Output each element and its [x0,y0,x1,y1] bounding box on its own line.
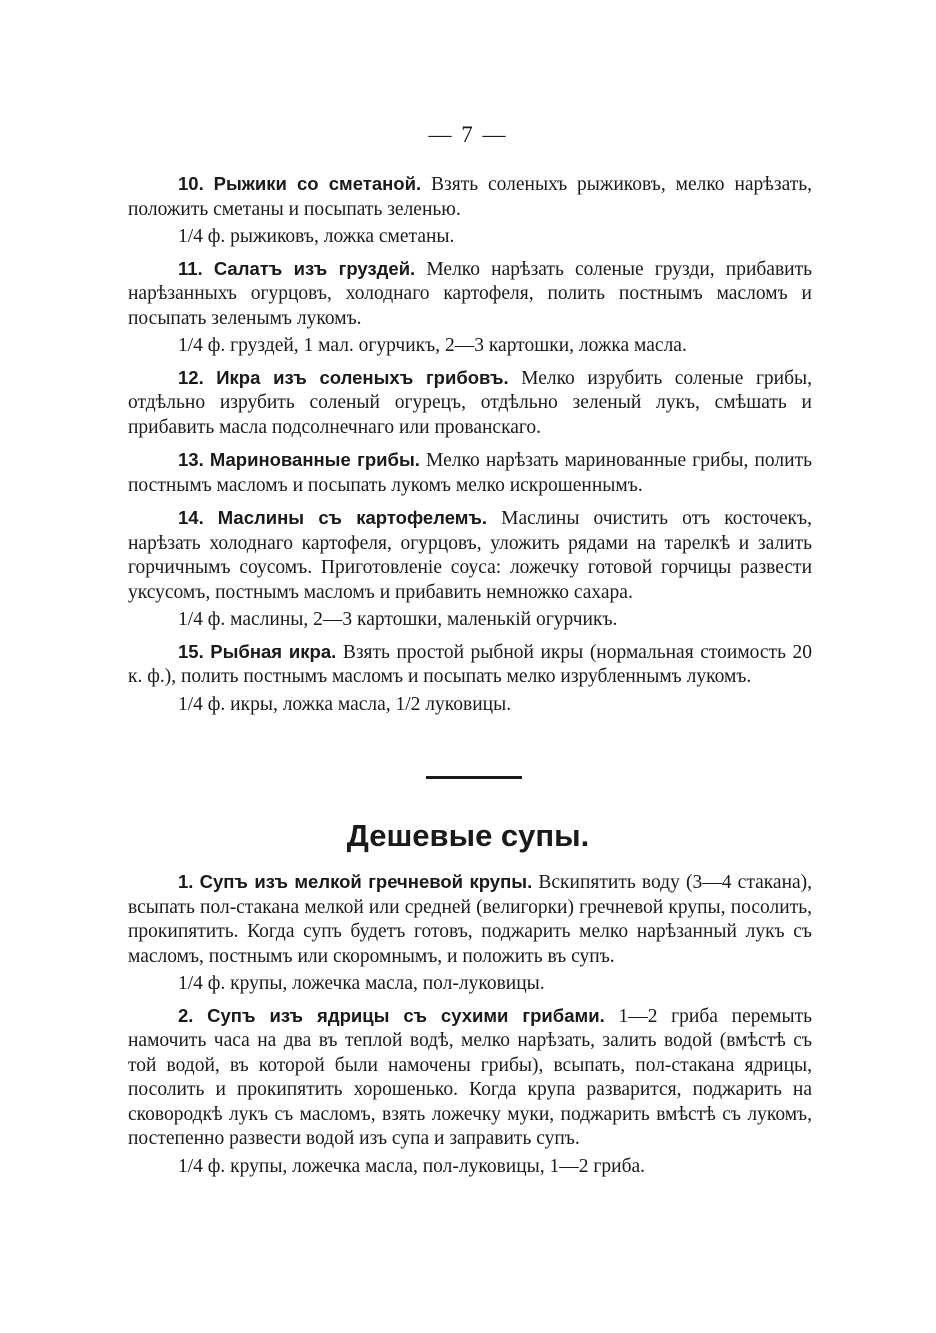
recipe-text: Мелко нарѣзать маринованные грибы, полить постнымъ масломъ и посыпать лукомъ мелко искрошеннымъ. [128,450,812,496]
recipe-ingredients: 1/4 ф. крупы, ложечка масла, пол-луковицы, 1—2 гриба. [178,1155,646,1177]
recipe-number: 1. [178,871,194,892]
page-number: — 7 — [428,122,508,147]
recipe-15 [128,640,812,690]
recipe-text: Маслины очистить отъ косточекъ, нарѣзать холоднаго картофеля, огурцовъ, уложить рядами на тарелкѣ и залить горчичнымъ соусомъ. Приготовленіе соуса: ложечку готовой горчицы развести уксусомъ, постнымъ масломъ и прибавить немножко сахара. [128,508,812,603]
recipe-number: 11. [178,257,203,279]
recipe-text: Взять соленыхъ рыжиковъ, мелко нарѣзать, положить сметаны и посыпать зеленью. [128,174,813,220]
recipe-number: 10. [178,173,204,194]
recipe-title: Супъ изъ ядрицы съ сухими грибами. [207,1004,605,1026]
recipe-number: 12. [178,366,204,388]
recipe-10 [128,172,812,222]
recipe-number: 2. [178,1004,194,1026]
recipe-ingredients: 1/4 ф. крупы, ложечка масла, пол-луковицы. [178,973,545,994]
recipe-11 [128,257,812,332]
recipes-section [128,172,812,724]
section-divider [426,776,522,779]
recipe-14 [128,506,812,605]
recipe-title: Рыжики со сметаной. [213,173,422,194]
recipe-number: 14. [178,507,204,528]
recipe-ingredients: 1/4 ф. рыжиковъ, ложка сметаны. [178,226,455,247]
recipe-title: Маринованные грибы. [209,449,420,470]
recipe-number: 15. [178,640,204,662]
recipe-13 [128,448,812,498]
soups-section [128,870,812,1186]
recipe-12 [128,366,812,441]
recipe-title: Салатъ изъ груздей. [213,257,416,279]
recipe-text: Мелко изрубить соленые грибы, отдѣльно изрубить соленый огурецъ, отдѣльно зеленый лукъ, смѣшать и прибавить масла подсолнечнаго или прованскаго. [128,367,813,438]
recipe-ingredients: 1/4 ф. груздей, 1 мал. огурчикъ, 2—3 картошки, ложка масла. [178,335,687,356]
recipe-text: 1—2 гриба перемыть намочить часа на два въ теплой водѣ, мелко нарѣзать, залить водой (вмѣстѣ съ той водой, въ которой были намочены грибы), всыпать, пол-стакана ядрицы, посолить и прокипятить хорошенько. Когда крупа разварится, поджарить на сковородкѣ лукъ съ масломъ, взять ложечку муки, поджарить вмѣстѣ съ лукомъ, постепенно развести водой изъ супа и заправить супъ. [128,1005,812,1149]
recipe-text: Мелко нарѣзать соленые грузди, прибавить нарѣзанныхъ огурцовъ, холоднаго картофеля, полить постнымъ масломъ и посыпать зеленымъ лукомъ. [128,258,813,329]
soup-1 [128,870,812,969]
section-heading: Дешевые супы. [346,818,590,853]
recipe-title: Маслины съ картофелемъ. [217,507,488,528]
recipe-text: Вскипятить воду (3—4 стакана), всыпать пол-стакана мелкой или средней (велигорки) гречневой крупы, посолить, прокипятить. Когда супъ будетъ готовъ, поджарить мелко нарѣзанный лукъ съ масломъ, постнымъ или скоромнымъ, и положить въ супъ. [128,872,813,967]
recipe-number: 13. [178,449,204,470]
soup-2 [128,1004,812,1152]
recipe-title: Рыбная икра. [210,640,337,662]
recipe-text: Взять простой рыбной икры (нормальная стоимость 20 к. ф.), полить постнымъ масломъ и посыпать мелко изрубленнымъ лукомъ. [128,641,813,687]
recipe-ingredients: 1/4 ф. икры, ложка масла, 1/2 луковицы. [178,693,512,715]
recipe-ingredients: 1/4 ф. маслины, 2—3 картошки, маленькій огурчикъ. [178,609,618,630]
recipe-title: Супъ изъ мелкой гречневой крупы. [199,871,533,892]
recipe-title: Икра изъ соленыхъ грибовъ. [216,366,509,388]
